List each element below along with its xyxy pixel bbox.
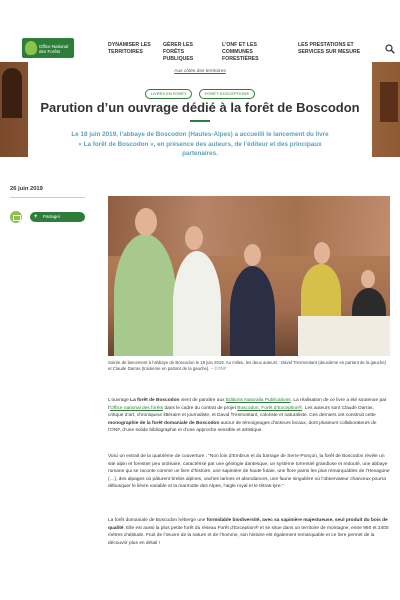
- person-head: [135, 208, 157, 236]
- nav-item-onf-communes[interactable]: L'ONF ET LES COMMUNES FORESTIÈRES: [222, 42, 259, 62]
- person-figure: [173, 251, 221, 356]
- hero-arch-decoration: [2, 68, 22, 118]
- site-header: [0, 0, 400, 62]
- link-onf[interactable]: Office national des forêts: [110, 405, 164, 411]
- article-paragraph-3: [108, 517, 390, 547]
- article-photo: [108, 196, 390, 356]
- page-title: Parution d’un ouvrage dédié à la forêt de Boscodon: [40, 100, 360, 115]
- person-figure: [230, 266, 275, 356]
- publish-date: 26 juin 2019: [10, 186, 43, 192]
- text: vient de paraître aux: [179, 398, 226, 403]
- hero-window-decoration: [380, 82, 398, 122]
- date-divider: [10, 197, 85, 198]
- plus-icon: +: [34, 214, 38, 220]
- text: La forêt domaniale de Boscodon héberge une: [108, 518, 207, 523]
- print-icon[interactable]: [10, 211, 22, 223]
- highlight-text: formidable biodiversité, avec sa sapinière majestueuse, seul produit du bois de qualité: [108, 518, 388, 531]
- title-divider: [190, 120, 210, 122]
- onf-logo[interactable]: [22, 38, 74, 58]
- nav-item-dynamiser[interactable]: DYNAMISER LES TERRITOIRES: [108, 42, 151, 55]
- photo-caption: [108, 360, 390, 372]
- article-paragraph-2: Voici un extrait de la quatrième de couverture : “Non loin d’Embrun et du barrage de Serre-Ponçon, la forêt de Boscodon révèle un site alpin et forestier peu ordinaire, caractérisé par une géologie dantesque, un système torrentiel grandiose et redouté, une abbaye romane qui se raconte comme un livre d’histoire, une sapinière de haute futaie, une flore parmi les plus remarquables de l’Hexagone (…), des alpages où pâturent brebis alpines, vaches tarines et abondances, une faune singulière où l’observateur chanceux pourra débusquer le lièvre variable et la marmotte des Alpes, l’aigle royal et le tétras-lyre.”: [108, 454, 390, 490]
- text: . La réalisation de ce livre a été soutenue par l’: [108, 398, 387, 411]
- text: dans le cadre du contrat de projet: [163, 405, 238, 411]
- leaf-icon: [25, 41, 37, 55]
- photo-credit: – ©ONF: [210, 366, 227, 371]
- nav-item-prestations[interactable]: LES PRESTATIONS ET SERVICES SUR MESURE: [298, 42, 361, 55]
- person-head: [185, 226, 203, 250]
- person-head: [314, 242, 330, 264]
- person-head: [361, 270, 375, 288]
- article-lead: Le 18 juin 2019, l’abbaye de Boscodon (Hautes-Alpes) a accueilli le lancement du livre « La forêt de Boscodon », en présence des auteurs, de l’éditeur et des principaux partenaires.: [71, 131, 329, 157]
- text: . Les auteurs sont Claude Darras, critique d’art, chroniqueur littéraire et journaliste, et David Tresmontant, coloriste et naturaliste. Ces derniers ont construit cette: [108, 405, 376, 419]
- text: L’ouvrage: [108, 398, 131, 403]
- text: autour de témoignages d’acteurs locaux, dont plusieurs collaborateurs de l’ONF, d’une solide bibliographie et d’une approche sensible et artistique.: [108, 420, 377, 434]
- highlight-text: monographie de la forêt domaniale de Boscodon: [108, 420, 220, 426]
- article-paragraph-1: [108, 397, 390, 435]
- book-title: La forêt de Boscodon: [130, 398, 180, 403]
- logo-text: Office National des Forêts: [39, 44, 69, 54]
- share-button[interactable]: [30, 212, 85, 222]
- share-label: Partager: [43, 214, 61, 219]
- person-head: [244, 244, 261, 266]
- person-figure: [301, 264, 341, 324]
- person-figure: [114, 234, 176, 356]
- tag-livres-en-foret[interactable]: LIVRES EN FORÊT: [145, 89, 193, 99]
- link-naturalia[interactable]: Éditions Naturalia Publications: [225, 398, 291, 403]
- tag-list: [28, 82, 372, 100]
- search-icon[interactable]: [385, 44, 395, 54]
- link-boscodon-exception[interactable]: Boscodon, Forêt d’Exception®: [237, 405, 303, 411]
- photo-caption-text: Soirée de lancement à l’abbaye de Boscodon le 18 juin 2019. Au milieu, les deux auteurs : David Tresmontant (deuxième en partant de la gauche) et Claude Darras (troisième en partant de la gauche).: [108, 360, 387, 371]
- breadcrumb[interactable]: Aux côtés des territoires: [174, 69, 226, 74]
- photo-table: [298, 316, 390, 356]
- nav-item-gerer-forets[interactable]: GÉRER LES FORÊTS PUBLIQUES: [163, 42, 194, 62]
- tag-foret-exception[interactable]: FORÊT D'EXCEPTION®: [199, 89, 255, 99]
- text: . Elle est aussi la plus petite forêt du réseau Forêt d’Exception® et se situe dans un territoire de montagne, entre 960 et 2400 mètres d’altitude. Fruit de l’œuvre de la nature et de l’homme, son histoire est également remarquable et ce livre permet de la découvrir plus en détail !: [108, 525, 389, 546]
